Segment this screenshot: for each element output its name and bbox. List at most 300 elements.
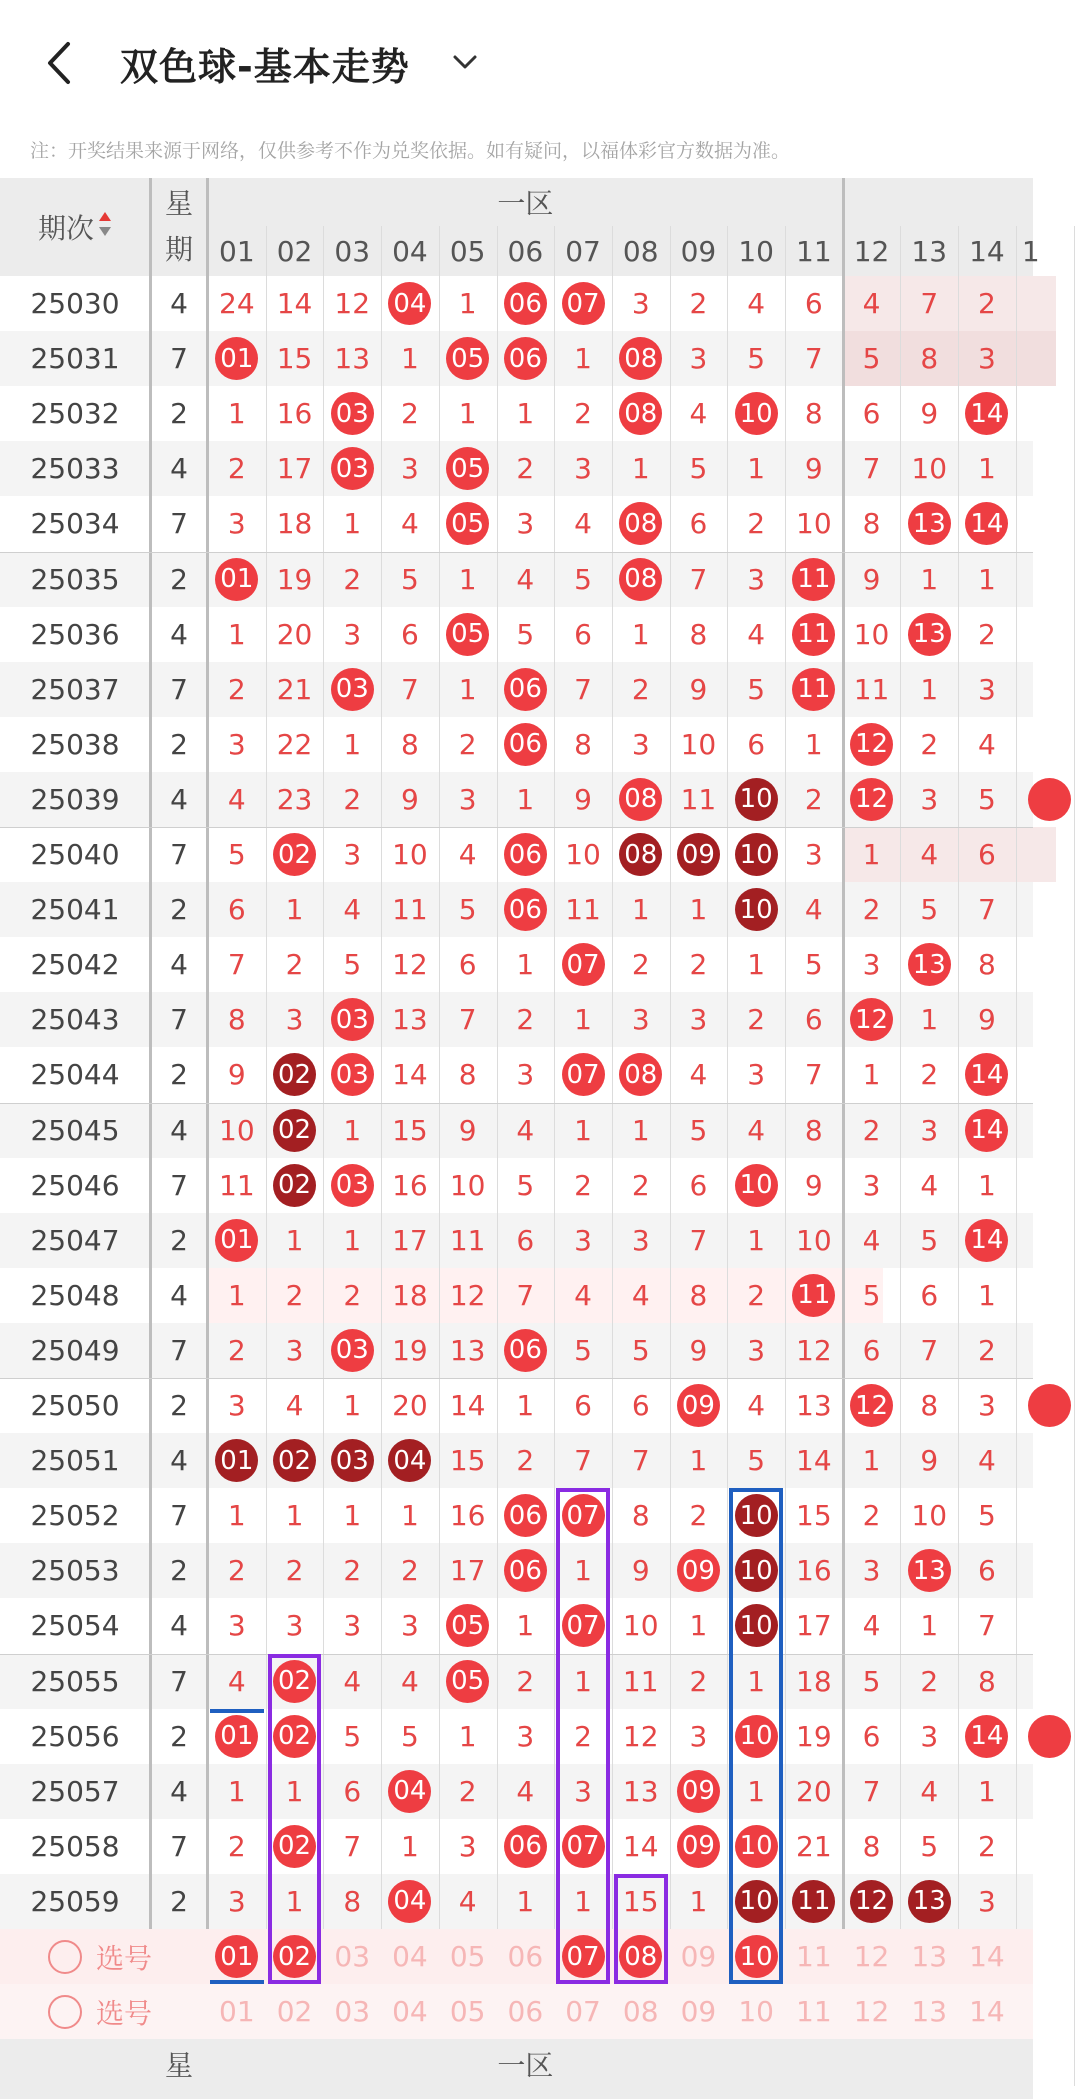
number-cell[interactable]: [727, 276, 785, 331]
number-cell[interactable]: [900, 882, 958, 937]
number-cell[interactable]: [843, 1433, 901, 1488]
issue-number[interactable]: 25033: [30, 452, 120, 486]
number-cell[interactable]: [900, 1488, 958, 1543]
issue-number[interactable]: 25031: [30, 342, 120, 376]
pick-cell[interactable]: [843, 1929, 901, 1984]
number-cell[interactable]: [670, 552, 728, 607]
number-cell[interactable]: [670, 1378, 728, 1433]
number-cell[interactable]: [439, 937, 497, 992]
number-cell[interactable]: [727, 1378, 785, 1433]
number-cell[interactable]: [554, 1158, 612, 1213]
number-cell[interactable]: [497, 1268, 555, 1323]
number-cell[interactable]: [958, 496, 1016, 551]
number-cell[interactable]: [612, 1819, 670, 1874]
number-cell[interactable]: [266, 441, 324, 496]
number-cell[interactable]: [266, 1378, 324, 1433]
number-cell[interactable]: [785, 772, 843, 827]
number-cell[interactable]: [497, 1433, 555, 1488]
number-cell[interactable]: [727, 717, 785, 772]
number-cell[interactable]: [208, 937, 266, 992]
number-cell[interactable]: [727, 1103, 785, 1158]
number-cell[interactable]: [958, 1598, 1016, 1653]
number-cell[interactable]: [266, 827, 324, 882]
number-cell[interactable]: [785, 552, 843, 607]
number-cell[interactable]: [612, 276, 670, 331]
number-cell[interactable]: [439, 1433, 497, 1488]
issue-number[interactable]: 25037: [30, 672, 120, 706]
number-cell[interactable]: [323, 1709, 381, 1764]
number-cell[interactable]: [381, 607, 439, 662]
number-cell[interactable]: [323, 772, 381, 827]
number-cell[interactable]: [670, 1654, 728, 1709]
number-cell[interactable]: [381, 1047, 439, 1102]
number-cell[interactable]: [208, 1158, 266, 1213]
issue-number[interactable]: 25058: [30, 1829, 120, 1863]
number-cell[interactable]: [727, 496, 785, 551]
number-cell[interactable]: [497, 276, 555, 331]
number-cell[interactable]: [612, 1158, 670, 1213]
pick-cell[interactable]: [381, 1929, 439, 1984]
number-cell[interactable]: [670, 1709, 728, 1764]
number-cell[interactable]: [785, 496, 843, 551]
number-cell[interactable]: [670, 331, 728, 386]
number-cell[interactable]: [727, 552, 785, 607]
number-cell[interactable]: [670, 772, 728, 827]
number-cell[interactable]: [785, 1598, 843, 1653]
number-cell[interactable]: [381, 772, 439, 827]
number-cell[interactable]: [958, 1268, 1016, 1323]
number-cell[interactable]: [497, 1488, 555, 1543]
number-cell[interactable]: [381, 1874, 439, 1929]
number-cell[interactable]: [554, 1323, 612, 1378]
issue-number[interactable]: 25040: [30, 838, 120, 872]
number-cell[interactable]: [900, 276, 958, 331]
number-cell[interactable]: [497, 496, 555, 551]
number-cell[interactable]: [439, 1323, 497, 1378]
number-cell[interactable]: [381, 1654, 439, 1709]
number-cell[interactable]: [958, 1103, 1016, 1158]
number-cell[interactable]: [323, 1103, 381, 1158]
issue-number[interactable]: 25042: [30, 948, 120, 982]
number-cell[interactable]: [670, 1213, 728, 1268]
number-cell[interactable]: [785, 882, 843, 937]
number-cell[interactable]: [843, 1598, 901, 1653]
number-cell[interactable]: [958, 1378, 1016, 1433]
number-cell[interactable]: [323, 1819, 381, 1874]
number-cell[interactable]: [670, 1433, 728, 1488]
number-cell[interactable]: [323, 276, 381, 331]
number-cell[interactable]: [208, 496, 266, 551]
number-cell[interactable]: [612, 1103, 670, 1158]
number-cell[interactable]: [439, 386, 497, 441]
number-cell[interactable]: [900, 1158, 958, 1213]
number-cell[interactable]: [208, 607, 266, 662]
pick-cell[interactable]: [670, 1984, 728, 2039]
number-cell[interactable]: [958, 1874, 1016, 1929]
number-cell[interactable]: [612, 1268, 670, 1323]
number-cell[interactable]: [554, 717, 612, 772]
number-cell[interactable]: [439, 1047, 497, 1102]
number-cell[interactable]: [266, 772, 324, 827]
number-cell[interactable]: [266, 1268, 324, 1323]
number-cell[interactable]: [554, 882, 612, 937]
number-cell[interactable]: [727, 386, 785, 441]
number-cell[interactable]: [612, 717, 670, 772]
number-cell[interactable]: [266, 1047, 324, 1102]
number-cell[interactable]: [266, 1323, 324, 1378]
number-cell[interactable]: [958, 827, 1016, 882]
number-cell[interactable]: [554, 1268, 612, 1323]
number-cell[interactable]: [497, 1654, 555, 1709]
number-cell[interactable]: [266, 662, 324, 717]
number-cell[interactable]: [670, 1323, 728, 1378]
number-cell[interactable]: [843, 662, 901, 717]
number-cell[interactable]: [381, 552, 439, 607]
number-cell[interactable]: [381, 937, 439, 992]
picked-ball[interactable]: 07: [562, 1935, 605, 1978]
number-cell[interactable]: [381, 1103, 439, 1158]
issue-number[interactable]: 25051: [30, 1444, 120, 1478]
number-cell[interactable]: [958, 552, 1016, 607]
number-cell[interactable]: [497, 1709, 555, 1764]
pick-cell[interactable]: [785, 1984, 843, 2039]
number-cell[interactable]: [958, 1433, 1016, 1488]
number-cell[interactable]: [900, 386, 958, 441]
number-cell[interactable]: [670, 607, 728, 662]
number-cell[interactable]: [266, 552, 324, 607]
number-cell[interactable]: [497, 1103, 555, 1158]
number-cell[interactable]: [381, 1378, 439, 1433]
number-cell[interactable]: [958, 441, 1016, 496]
number-cell[interactable]: [785, 1323, 843, 1378]
issue-number[interactable]: 25054: [30, 1609, 120, 1643]
number-cell[interactable]: [727, 331, 785, 386]
pick-cell[interactable]: [958, 1929, 1016, 1984]
number-cell[interactable]: [381, 992, 439, 1047]
number-cell[interactable]: [439, 552, 497, 607]
number-cell[interactable]: [208, 1103, 266, 1158]
number-cell[interactable]: [439, 1543, 497, 1598]
number-cell[interactable]: [843, 276, 901, 331]
number-cell[interactable]: [670, 1874, 728, 1929]
number-cell[interactable]: [900, 331, 958, 386]
number-cell[interactable]: [843, 496, 901, 551]
issue-number[interactable]: 25049: [30, 1333, 120, 1367]
number-cell[interactable]: [670, 1158, 728, 1213]
number-cell[interactable]: [497, 386, 555, 441]
number-cell[interactable]: [727, 1158, 785, 1213]
number-cell[interactable]: [958, 386, 1016, 441]
number-cell[interactable]: [208, 1047, 266, 1102]
number-cell[interactable]: [958, 1488, 1016, 1543]
number-cell[interactable]: [843, 827, 901, 882]
number-cell[interactable]: [670, 276, 728, 331]
number-cell[interactable]: [727, 1433, 785, 1488]
number-cell[interactable]: [323, 552, 381, 607]
number-cell[interactable]: [554, 992, 612, 1047]
number-cell[interactable]: [843, 331, 901, 386]
number-cell[interactable]: [670, 1764, 728, 1819]
issue-number[interactable]: 25036: [30, 617, 120, 651]
number-cell[interactable]: [439, 1103, 497, 1158]
number-cell[interactable]: [439, 1213, 497, 1268]
issue-number[interactable]: 25032: [30, 397, 120, 431]
number-cell[interactable]: [612, 827, 670, 882]
number-cell[interactable]: [554, 276, 612, 331]
pick-row-selector[interactable]: [0, 1984, 208, 2039]
number-cell[interactable]: [612, 441, 670, 496]
number-cell[interactable]: [208, 386, 266, 441]
number-cell[interactable]: [497, 1874, 555, 1929]
number-cell[interactable]: [554, 441, 612, 496]
number-cell[interactable]: [381, 1323, 439, 1378]
pick-cell[interactable]: [323, 1929, 381, 1984]
number-cell[interactable]: [670, 1488, 728, 1543]
number-cell[interactable]: [958, 772, 1016, 827]
number-cell[interactable]: [900, 1378, 958, 1433]
number-cell[interactable]: [439, 1874, 497, 1929]
number-cell[interactable]: [900, 552, 958, 607]
number-cell[interactable]: [208, 662, 266, 717]
number-cell[interactable]: [670, 441, 728, 496]
number-cell[interactable]: [670, 1103, 728, 1158]
number-cell[interactable]: [612, 772, 670, 827]
number-cell[interactable]: [785, 1213, 843, 1268]
number-cell[interactable]: [439, 1819, 497, 1874]
number-cell[interactable]: [439, 1488, 497, 1543]
number-cell[interactable]: [785, 607, 843, 662]
number-cell[interactable]: [843, 1213, 901, 1268]
number-cell[interactable]: [785, 441, 843, 496]
number-cell[interactable]: [439, 717, 497, 772]
number-cell[interactable]: [381, 717, 439, 772]
number-cell[interactable]: [958, 1047, 1016, 1102]
number-cell[interactable]: [439, 1378, 497, 1433]
number-cell[interactable]: [266, 717, 324, 772]
number-cell[interactable]: [439, 441, 497, 496]
sort-icon[interactable]: [98, 210, 112, 245]
number-cell[interactable]: [900, 1103, 958, 1158]
number-cell[interactable]: [323, 1378, 381, 1433]
pick-cell[interactable]: [497, 1929, 555, 1984]
number-cell[interactable]: [843, 441, 901, 496]
number-cell[interactable]: [670, 496, 728, 551]
pick-cell[interactable]: [439, 1929, 497, 1984]
pick-cell[interactable]: [670, 1929, 728, 1984]
issue-number[interactable]: 25050: [30, 1389, 120, 1423]
issue-number[interactable]: 25052: [30, 1499, 120, 1533]
number-cell[interactable]: [497, 772, 555, 827]
number-cell[interactable]: [612, 1709, 670, 1764]
number-cell[interactable]: [612, 937, 670, 992]
number-cell[interactable]: [843, 1488, 901, 1543]
number-cell[interactable]: [381, 882, 439, 937]
number-cell[interactable]: [266, 1433, 324, 1488]
issue-number[interactable]: 25059: [30, 1884, 120, 1918]
issue-number[interactable]: 25045: [30, 1113, 120, 1147]
number-cell[interactable]: [323, 827, 381, 882]
pick-cell[interactable]: [900, 1984, 958, 2039]
picked-ball[interactable]: 10: [735, 1935, 778, 1978]
number-cell[interactable]: [439, 662, 497, 717]
number-cell[interactable]: [323, 1543, 381, 1598]
issue-number[interactable]: 25035: [30, 562, 120, 596]
number-cell[interactable]: [439, 1268, 497, 1323]
number-cell[interactable]: [323, 992, 381, 1047]
number-cell[interactable]: [670, 1598, 728, 1653]
number-cell[interactable]: [439, 827, 497, 882]
number-cell[interactable]: [381, 1433, 439, 1488]
number-cell[interactable]: [958, 992, 1016, 1047]
picked-ball[interactable]: 08: [619, 1935, 662, 1978]
number-cell[interactable]: [266, 1543, 324, 1598]
number-cell[interactable]: [208, 772, 266, 827]
number-cell[interactable]: [266, 496, 324, 551]
number-cell[interactable]: [497, 1819, 555, 1874]
number-cell[interactable]: [208, 441, 266, 496]
number-cell[interactable]: [439, 1158, 497, 1213]
number-cell[interactable]: [381, 662, 439, 717]
number-cell[interactable]: [670, 386, 728, 441]
number-cell[interactable]: [381, 496, 439, 551]
number-cell[interactable]: [900, 1543, 958, 1598]
number-cell[interactable]: [554, 496, 612, 551]
number-cell[interactable]: [554, 331, 612, 386]
number-cell[interactable]: [785, 1103, 843, 1158]
number-cell[interactable]: [958, 607, 1016, 662]
number-cell[interactable]: [323, 1323, 381, 1378]
number-cell[interactable]: [266, 1488, 324, 1543]
number-cell[interactable]: [727, 1268, 785, 1323]
pick-cell[interactable]: [785, 1929, 843, 1984]
number-cell[interactable]: [612, 331, 670, 386]
number-cell[interactable]: [843, 1819, 901, 1874]
number-cell[interactable]: [266, 882, 324, 937]
number-cell[interactable]: [612, 1543, 670, 1598]
pick-cell[interactable]: [439, 1984, 497, 2039]
number-cell[interactable]: [554, 386, 612, 441]
issue-number[interactable]: 25053: [30, 1554, 120, 1588]
number-cell[interactable]: [323, 1268, 381, 1323]
number-cell[interactable]: [266, 937, 324, 992]
number-cell[interactable]: [670, 1268, 728, 1323]
pick-row-selector[interactable]: [0, 1929, 208, 1984]
chevron-down-icon[interactable]: [450, 50, 480, 74]
number-cell[interactable]: [497, 441, 555, 496]
number-cell[interactable]: [497, 882, 555, 937]
number-cell[interactable]: [208, 717, 266, 772]
number-cell[interactable]: [958, 1323, 1016, 1378]
number-cell[interactable]: [439, 992, 497, 1047]
number-cell[interactable]: [785, 1047, 843, 1102]
number-cell[interactable]: [266, 276, 324, 331]
number-cell[interactable]: [843, 717, 901, 772]
radio-circle-icon[interactable]: [48, 1940, 82, 1974]
number-cell[interactable]: [612, 607, 670, 662]
number-cell[interactable]: [670, 717, 728, 772]
number-cell[interactable]: [785, 717, 843, 772]
number-cell[interactable]: [900, 662, 958, 717]
issue-number[interactable]: 25043: [30, 1003, 120, 1037]
number-cell[interactable]: [554, 1103, 612, 1158]
number-cell[interactable]: [727, 441, 785, 496]
number-cell[interactable]: [785, 992, 843, 1047]
number-cell[interactable]: [785, 1488, 843, 1543]
issue-number[interactable]: 25046: [30, 1168, 120, 1202]
number-cell[interactable]: [900, 937, 958, 992]
number-cell[interactable]: [785, 662, 843, 717]
number-cell[interactable]: [439, 607, 497, 662]
number-cell[interactable]: [439, 1709, 497, 1764]
number-cell[interactable]: [266, 1213, 324, 1268]
number-cell[interactable]: [208, 827, 266, 882]
pick-cell[interactable]: [208, 1984, 266, 2039]
number-cell[interactable]: [900, 607, 958, 662]
number-cell[interactable]: [208, 331, 266, 386]
number-cell[interactable]: [554, 827, 612, 882]
number-cell[interactable]: [208, 1323, 266, 1378]
number-cell[interactable]: [612, 1433, 670, 1488]
number-cell[interactable]: [900, 1764, 958, 1819]
number-cell[interactable]: [381, 827, 439, 882]
number-cell[interactable]: [612, 662, 670, 717]
number-cell[interactable]: [208, 1378, 266, 1433]
number-cell[interactable]: [958, 1819, 1016, 1874]
number-cell[interactable]: [670, 992, 728, 1047]
number-cell[interactable]: [497, 992, 555, 1047]
number-cell[interactable]: [612, 1213, 670, 1268]
issue-number[interactable]: 25034: [30, 507, 120, 541]
number-cell[interactable]: [958, 1709, 1016, 1764]
number-cell[interactable]: [843, 386, 901, 441]
number-cell[interactable]: [900, 441, 958, 496]
number-cell[interactable]: [785, 1378, 843, 1433]
number-cell[interactable]: [900, 1433, 958, 1488]
number-cell[interactable]: [323, 1213, 381, 1268]
number-cell[interactable]: [439, 772, 497, 827]
number-cell[interactable]: [843, 1709, 901, 1764]
number-cell[interactable]: [785, 1709, 843, 1764]
number-cell[interactable]: [900, 1213, 958, 1268]
number-cell[interactable]: [497, 607, 555, 662]
number-cell[interactable]: [612, 992, 670, 1047]
number-cell[interactable]: [843, 607, 901, 662]
number-cell[interactable]: [323, 386, 381, 441]
number-cell[interactable]: [208, 1598, 266, 1653]
number-cell[interactable]: [323, 1598, 381, 1653]
number-cell[interactable]: [554, 552, 612, 607]
number-cell[interactable]: [612, 1047, 670, 1102]
number-cell[interactable]: [497, 662, 555, 717]
number-cell[interactable]: [439, 276, 497, 331]
number-cell[interactable]: [785, 386, 843, 441]
number-cell[interactable]: [727, 1213, 785, 1268]
number-cell[interactable]: [958, 1158, 1016, 1213]
issue-number[interactable]: 25041: [30, 893, 120, 927]
number-cell[interactable]: [323, 882, 381, 937]
number-cell[interactable]: [612, 1654, 670, 1709]
pick-cell[interactable]: [900, 1929, 958, 1984]
number-cell[interactable]: [900, 1709, 958, 1764]
number-cell[interactable]: [670, 662, 728, 717]
number-cell[interactable]: [843, 937, 901, 992]
number-cell[interactable]: [612, 1488, 670, 1543]
number-cell[interactable]: [497, 717, 555, 772]
number-cell[interactable]: [381, 1764, 439, 1819]
number-cell[interactable]: [958, 882, 1016, 937]
number-cell[interactable]: [323, 937, 381, 992]
issue-number[interactable]: 25055: [30, 1664, 120, 1698]
